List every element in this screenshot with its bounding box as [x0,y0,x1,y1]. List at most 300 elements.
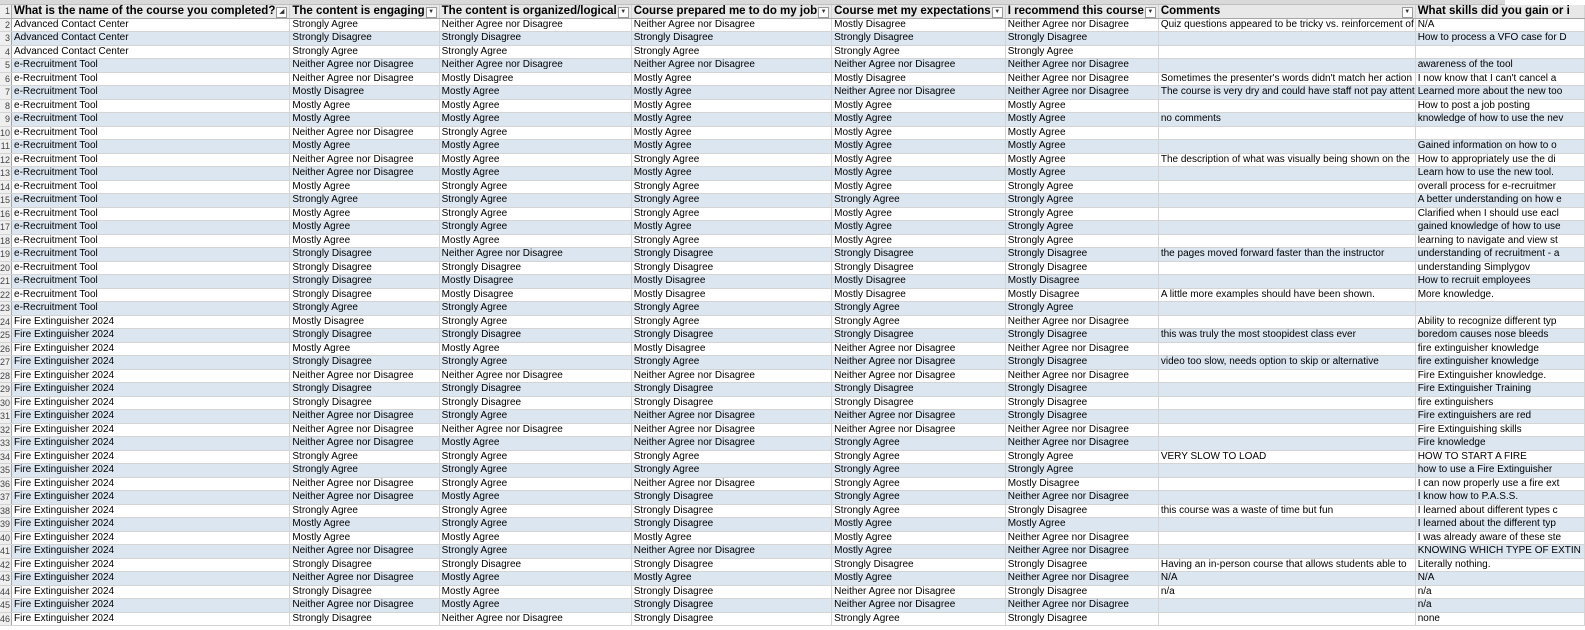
column-header-recommend[interactable] [1005,5,1158,18]
table-cell[interactable]: Strongly Disagree [290,288,439,302]
table-cell[interactable]: Neither Agree nor Disagree [1005,491,1158,505]
table-cell[interactable]: Fire Extinguisher 2024 [12,477,290,491]
table-cell[interactable]: Strongly Agree [631,464,831,478]
table-cell[interactable]: overall process for e-recruitmer [1415,180,1584,194]
table-cell[interactable]: Mostly Disagree [1005,275,1158,289]
table-cell[interactable]: Mostly Agree [290,99,439,113]
table-cell[interactable]: Mostly Agree [1005,126,1158,140]
table-cell[interactable]: Neither Agree nor Disagree [832,410,1006,424]
table-cell[interactable]: Strongly Disagree [290,275,439,289]
table-cell[interactable]: e-Recruitment Tool [12,207,290,221]
table-cell[interactable]: Advanced Contact Center [12,18,290,32]
table-cell[interactable] [1158,99,1415,113]
table-cell[interactable]: Fire Extinguisher 2024 [12,572,290,586]
table-cell[interactable]: Strongly Agree [290,18,439,32]
table-cell[interactable]: Strongly Disagree [290,32,439,46]
table-cell[interactable]: Mostly Agree [631,113,831,127]
table-cell[interactable]: Strongly Disagree [1005,383,1158,397]
table-cell[interactable]: Strongly Agree [1005,234,1158,248]
table-cell[interactable]: Strongly Disagree [1005,585,1158,599]
table-cell[interactable]: Strongly Disagree [631,585,831,599]
table-cell[interactable]: Mostly Agree [439,342,631,356]
table-cell[interactable]: Strongly Disagree [631,32,831,46]
table-cell[interactable]: e-Recruitment Tool [12,302,290,316]
table-cell[interactable] [1158,383,1415,397]
table-cell[interactable]: Neither Agree nor Disagree [631,369,831,383]
table-cell[interactable]: VERY SLOW TO LOAD [1158,450,1415,464]
table-cell[interactable]: The course is very dry and could have staff not pay attent [1158,86,1415,100]
table-cell[interactable]: Strongly Agree [631,302,831,316]
row-number[interactable]: 42 [0,559,11,570]
table-cell[interactable]: how to use a Fire Extinguisher [1415,464,1584,478]
table-cell[interactable]: I learned about different types c [1415,504,1584,518]
table-cell[interactable]: Having an in-person course that allows students able to [1158,558,1415,572]
table-cell[interactable]: Mostly Agree [1005,113,1158,127]
table-cell[interactable]: Ability to recognize different typ [1415,315,1584,329]
row-number[interactable]: 46 [0,613,11,624]
table-cell[interactable]: Neither Agree nor Disagree [439,248,631,262]
table-cell[interactable]: Neither Agree nor Disagree [439,59,631,73]
row-number[interactable]: 7 [0,86,12,100]
table-cell[interactable]: Strongly Agree [439,504,631,518]
table-cell[interactable]: Mostly Agree [832,167,1006,181]
table-cell[interactable]: Mostly Agree [1005,140,1158,154]
table-cell[interactable]: Strongly Agree [832,612,1006,626]
table-cell[interactable]: Strongly Agree [1005,302,1158,316]
table-cell[interactable]: Mostly Disagree [631,275,831,289]
table-cell[interactable]: Fire Extinguisher 2024 [12,369,290,383]
table-cell[interactable]: Neither Agree nor Disagree [1005,59,1158,73]
table-cell[interactable]: e-Recruitment Tool [12,113,290,127]
row-number[interactable]: 29 [0,384,11,394]
table-cell[interactable]: Neither Agree nor Disagree [832,585,1006,599]
table-cell[interactable]: Neither Agree nor Disagree [1005,437,1158,451]
table-cell[interactable]: Strongly Disagree [631,518,831,532]
table-cell[interactable]: Neither Agree nor Disagree [290,167,439,181]
table-cell[interactable]: Fire Extinguisher 2024 [12,450,290,464]
table-cell[interactable]: Mostly Agree [631,126,831,140]
table-cell[interactable]: Mostly Agree [1005,99,1158,113]
table-cell[interactable]: Strongly Agree [1005,45,1158,59]
table-cell[interactable]: Strongly Disagree [631,329,831,343]
table-cell[interactable]: Mostly Disagree [439,288,631,302]
table-cell[interactable]: Neither Agree nor Disagree [832,423,1006,437]
row-number[interactable]: 37 [0,492,11,502]
table-cell[interactable]: Advanced Contact Center [12,32,290,46]
table-cell[interactable]: understanding Simplygov [1415,261,1584,275]
table-cell[interactable] [1158,59,1415,73]
table-cell[interactable] [1158,180,1415,194]
table-cell[interactable]: Mostly Disagree [631,342,831,356]
table-cell[interactable]: Neither Agree nor Disagree [290,126,439,140]
table-cell[interactable]: HOW TO START A FIRE [1415,450,1584,464]
table-cell[interactable]: Mostly Agree [832,572,1006,586]
table-cell[interactable]: Neither Agree nor Disagree [290,437,439,451]
table-cell[interactable]: Strongly Agree [631,356,831,370]
row-number[interactable]: 22 [0,289,11,300]
table-cell[interactable]: Mostly Agree [832,126,1006,140]
row-number[interactable]: 43 [0,573,11,583]
table-cell[interactable]: A little more examples should have been shown. [1158,288,1415,302]
table-cell[interactable]: e-Recruitment Tool [12,126,290,140]
table-cell[interactable]: Strongly Disagree [290,356,439,370]
table-cell[interactable]: the pages moved forward faster than the instructor [1158,248,1415,262]
table-cell[interactable]: Mostly Agree [439,140,631,154]
table-cell[interactable]: Strongly Agree [1005,450,1158,464]
table-cell[interactable]: Strongly Agree [1005,207,1158,221]
table-cell[interactable]: Mostly Agree [631,99,831,113]
table-cell[interactable]: Fire Extinguisher 2024 [12,329,290,343]
table-cell[interactable]: Strongly Disagree [439,32,631,46]
table-cell[interactable]: Strongly Disagree [1005,396,1158,410]
table-cell[interactable]: Mostly Agree [631,167,831,181]
table-cell[interactable]: Mostly Agree [290,518,439,532]
table-cell[interactable]: e-Recruitment Tool [12,180,290,194]
row-number[interactable]: 8 [0,99,12,113]
row-number[interactable]: 15 [0,195,11,205]
column-header-organized[interactable] [439,5,631,18]
table-cell[interactable] [1158,518,1415,532]
table-cell[interactable]: Neither Agree nor Disagree [290,72,439,86]
table-cell[interactable]: Mostly Agree [290,180,439,194]
table-cell[interactable] [1158,437,1415,451]
table-cell[interactable]: Gained information on how to o [1415,140,1584,154]
table-cell[interactable]: Mostly Agree [439,153,631,167]
table-cell[interactable]: Neither Agree nor Disagree [1005,342,1158,356]
table-cell[interactable]: Strongly Disagree [290,585,439,599]
table-cell[interactable]: Strongly Disagree [439,558,631,572]
table-cell[interactable]: Fire Extinguisher 2024 [12,437,290,451]
table-cell[interactable] [1158,410,1415,424]
table-cell[interactable]: Strongly Agree [439,315,631,329]
table-cell[interactable]: Mostly Agree [832,545,1006,559]
table-cell[interactable] [1158,167,1415,181]
table-cell[interactable]: Strongly Disagree [631,261,831,275]
table-cell[interactable]: Strongly Disagree [631,558,831,572]
table-cell[interactable]: fire extinguishers [1415,396,1584,410]
table-cell[interactable]: Mostly Agree [832,99,1006,113]
table-cell[interactable]: Literally nothing. [1415,558,1584,572]
table-cell[interactable]: Strongly Agree [290,302,439,316]
table-cell[interactable]: Neither Agree nor Disagree [1005,315,1158,329]
table-cell[interactable] [1158,464,1415,478]
table-cell[interactable]: e-Recruitment Tool [12,153,290,167]
table-cell[interactable]: Mostly Agree [832,221,1006,235]
column-header-expectations[interactable] [832,5,1006,18]
table-cell[interactable]: Strongly Disagree [832,248,1006,262]
table-cell[interactable]: More knowledge. [1415,288,1584,302]
table-cell[interactable]: Neither Agree nor Disagree [290,153,439,167]
table-cell[interactable]: Fire Extinguisher 2024 [12,491,290,505]
table-cell[interactable]: Fire Extinguisher 2024 [12,356,290,370]
table-cell[interactable]: The description of what was visually being shown on the [1158,153,1415,167]
row-number[interactable]: 32 [0,424,11,435]
table-cell[interactable]: Mostly Agree [290,342,439,356]
table-cell[interactable] [1158,342,1415,356]
row-number[interactable]: 2 [0,18,12,32]
table-cell[interactable]: Strongly Agree [439,207,631,221]
table-cell[interactable]: Strongly Disagree [439,329,631,343]
table-cell[interactable]: I learned about the different typ [1415,518,1584,532]
table-cell[interactable]: e-Recruitment Tool [12,99,290,113]
table-cell[interactable]: Strongly Agree [439,356,631,370]
table-cell[interactable]: Strongly Disagree [1005,356,1158,370]
table-cell[interactable]: Mostly Agree [832,140,1006,154]
table-cell[interactable]: Strongly Disagree [631,491,831,505]
table-cell[interactable]: this was truly the most stoopidest class ever [1158,329,1415,343]
table-cell[interactable]: Neither Agree nor Disagree [832,599,1006,613]
table-cell[interactable]: Strongly Agree [439,464,631,478]
table-cell[interactable] [1415,126,1584,140]
table-cell[interactable]: Strongly Agree [832,315,1006,329]
table-cell[interactable]: Neither Agree nor Disagree [1005,599,1158,613]
table-cell[interactable]: Strongly Agree [631,234,831,248]
table-cell[interactable]: Strongly Disagree [631,396,831,410]
table-cell[interactable]: Fire Extinguishing skills [1415,423,1584,437]
table-cell[interactable]: Fire Extinguisher 2024 [12,342,290,356]
row-number[interactable]: 3 [0,32,12,46]
table-cell[interactable]: Neither Agree nor Disagree [290,477,439,491]
table-cell[interactable]: Strongly Disagree [832,329,1006,343]
table-cell[interactable]: Strongly Agree [290,450,439,464]
table-cell[interactable]: Fire knowledge [1415,437,1584,451]
table-cell[interactable]: Mostly Agree [832,153,1006,167]
table-cell[interactable]: Mostly Disagree [832,275,1006,289]
filter-dropdown-icon[interactable]: ▼ [618,7,629,18]
table-cell[interactable]: Neither Agree nor Disagree [1005,572,1158,586]
table-cell[interactable]: Strongly Agree [631,450,831,464]
table-cell[interactable] [1158,545,1415,559]
table-cell[interactable]: Mostly Agree [439,167,631,181]
column-header-engaging[interactable] [290,5,439,18]
table-cell[interactable]: Mostly Agree [832,531,1006,545]
table-cell[interactable]: Strongly Disagree [631,383,831,397]
table-cell[interactable]: Strongly Disagree [631,599,831,613]
filter-dropdown-icon[interactable]: ▼ [992,7,1003,18]
table-cell[interactable]: Learned more about the new too [1415,86,1584,100]
table-cell[interactable] [1158,261,1415,275]
row-number[interactable]: 6 [0,72,12,86]
table-cell[interactable]: Mostly Disagree [631,288,831,302]
table-cell[interactable] [1158,140,1415,154]
table-cell[interactable]: Fire Extinguisher 2024 [12,410,290,424]
table-cell[interactable]: Fire extinguishers are red [1415,410,1584,424]
table-cell[interactable]: Mostly Disagree [1005,477,1158,491]
table-cell[interactable]: N/A [1415,18,1584,32]
table-cell[interactable]: Fire Extinguisher 2024 [12,464,290,478]
table-cell[interactable]: n/a [1415,599,1584,613]
table-cell[interactable]: n/a [1158,585,1415,599]
row-number[interactable]: 30 [0,397,11,408]
table-cell[interactable]: Mostly Agree [832,180,1006,194]
table-cell[interactable]: Mostly Agree [439,491,631,505]
table-cell[interactable]: Strongly Disagree [631,504,831,518]
table-cell[interactable] [1158,302,1415,316]
table-cell[interactable]: Fire Extinguisher 2024 [12,612,290,626]
table-cell[interactable]: Strongly Agree [631,153,831,167]
row-number[interactable]: 18 [0,235,11,246]
table-cell[interactable]: Neither Agree nor Disagree [1005,72,1158,86]
table-cell[interactable]: Neither Agree nor Disagree [631,18,831,32]
table-cell[interactable]: e-Recruitment Tool [12,140,290,154]
table-cell[interactable]: Strongly Agree [1005,221,1158,235]
table-cell[interactable] [1158,207,1415,221]
row-number[interactable]: 24 [0,316,11,327]
table-cell[interactable]: Strongly Disagree [832,396,1006,410]
table-cell[interactable]: Strongly Agree [631,315,831,329]
row-number[interactable]: 4 [0,45,12,59]
table-cell[interactable]: Strongly Agree [832,464,1006,478]
table-cell[interactable]: Mostly Agree [439,531,631,545]
table-cell[interactable]: Strongly Disagree [832,383,1006,397]
table-cell[interactable]: Neither Agree nor Disagree [631,410,831,424]
table-cell[interactable]: Strongly Agree [631,207,831,221]
table-cell[interactable]: no comments [1158,113,1415,127]
row-number[interactable]: 23 [0,303,11,313]
table-cell[interactable]: KNOWING WHICH TYPE OF EXTIN [1415,545,1584,559]
table-cell[interactable]: Mostly Agree [290,113,439,127]
column-header-prepared[interactable] [631,5,831,18]
row-number[interactable]: 44 [0,586,11,597]
row-number[interactable]: 1 [0,5,12,18]
table-cell[interactable]: Clarified when I should use eacl [1415,207,1584,221]
table-cell[interactable]: e-Recruitment Tool [12,221,290,235]
table-cell[interactable]: video too slow, needs option to skip or alternative [1158,356,1415,370]
table-cell[interactable]: Strongly Agree [439,194,631,208]
table-cell[interactable]: Mostly Agree [439,585,631,599]
table-cell[interactable]: Strongly Agree [832,194,1006,208]
table-cell[interactable] [1158,369,1415,383]
table-cell[interactable] [1158,275,1415,289]
row-number[interactable]: 20 [0,262,11,273]
table-cell[interactable]: Strongly Disagree [290,558,439,572]
table-cell[interactable] [1158,531,1415,545]
filter-dropdown-icon[interactable]: ▼ [818,7,829,18]
table-cell[interactable] [1158,491,1415,505]
table-cell[interactable]: Strongly Agree [832,437,1006,451]
table-cell[interactable]: n/a [1415,585,1584,599]
table-cell[interactable]: Neither Agree nor Disagree [290,545,439,559]
table-cell[interactable]: Fire Extinguisher 2024 [12,315,290,329]
table-cell[interactable]: How to post a job posting [1415,99,1584,113]
table-cell[interactable]: Mostly Agree [290,531,439,545]
table-cell[interactable]: Fire Extinguisher 2024 [12,396,290,410]
table-cell[interactable]: Mostly Agree [631,531,831,545]
table-cell[interactable]: Mostly Agree [832,518,1006,532]
table-cell[interactable]: Fire Extinguisher 2024 [12,531,290,545]
table-cell[interactable] [1158,477,1415,491]
table-cell[interactable]: Neither Agree nor Disagree [290,572,439,586]
row-number[interactable]: 40 [0,532,11,543]
table-cell[interactable]: Mostly Agree [631,72,831,86]
table-cell[interactable]: gained knowledge of how to use [1415,221,1584,235]
table-cell[interactable]: Strongly Agree [631,45,831,59]
row-number[interactable]: 19 [0,249,11,259]
table-cell[interactable]: Strongly Disagree [1005,558,1158,572]
table-cell[interactable] [1158,126,1415,140]
table-cell[interactable]: Neither Agree nor Disagree [1005,86,1158,100]
table-cell[interactable]: Strongly Disagree [439,396,631,410]
table-cell[interactable]: e-Recruitment Tool [12,234,290,248]
table-cell[interactable] [1158,45,1415,59]
table-cell[interactable]: Neither Agree nor Disagree [290,410,439,424]
table-cell[interactable]: Strongly Agree [439,126,631,140]
table-cell[interactable]: Neither Agree nor Disagree [1005,369,1158,383]
table-cell[interactable]: I now know that I can't cancel a [1415,72,1584,86]
row-number[interactable]: 14 [0,181,11,192]
table-cell[interactable]: Neither Agree nor Disagree [439,423,631,437]
table-cell[interactable]: Strongly Agree [439,45,631,59]
table-cell[interactable]: Strongly Disagree [439,261,631,275]
table-cell[interactable]: Neither Agree nor Disagree [832,342,1006,356]
table-cell[interactable]: Quiz questions appeared to be tricky vs. reinforcement of [1158,18,1415,32]
table-cell[interactable]: Strongly Disagree [832,558,1006,572]
row-number[interactable]: 12 [0,154,11,165]
table-cell[interactable]: Mostly Agree [1005,153,1158,167]
table-cell[interactable]: Fire Extinguisher knowledge. [1415,369,1584,383]
table-cell[interactable]: Strongly Agree [439,221,631,235]
row-number[interactable]: 35 [0,465,11,475]
table-cell[interactable]: Neither Agree nor Disagree [290,491,439,505]
table-cell[interactable]: Mostly Agree [1005,518,1158,532]
row-number[interactable]: 34 [0,451,11,462]
table-cell[interactable]: Neither Agree nor Disagree [631,477,831,491]
row-number[interactable]: 26 [0,343,11,354]
table-cell[interactable]: Strongly Agree [832,450,1006,464]
table-cell[interactable] [1158,315,1415,329]
table-cell[interactable] [1158,599,1415,613]
table-cell[interactable]: Neither Agree nor Disagree [832,86,1006,100]
row-number[interactable]: 16 [0,208,11,219]
filter-dropdown-icon[interactable]: ▼ [1402,7,1413,18]
table-cell[interactable]: Neither Agree nor Disagree [832,356,1006,370]
table-cell[interactable]: Neither Agree nor Disagree [290,599,439,613]
table-cell[interactable]: none [1415,612,1584,626]
sort-filter-dropdown-icon[interactable]: ◢ [276,7,287,18]
table-cell[interactable]: Strongly Disagree [290,329,439,343]
table-cell[interactable]: Neither Agree nor Disagree [290,423,439,437]
table-cell[interactable]: Strongly Agree [439,410,631,424]
table-cell[interactable]: Mostly Agree [631,572,831,586]
table-cell[interactable]: Fire Extinguisher 2024 [12,423,290,437]
table-cell[interactable]: e-Recruitment Tool [12,86,290,100]
table-cell[interactable]: How to appropriately use the di [1415,153,1584,167]
table-cell[interactable]: Neither Agree nor Disagree [1005,423,1158,437]
table-cell[interactable]: Mostly Agree [439,234,631,248]
table-cell[interactable]: Mostly Agree [832,113,1006,127]
table-cell[interactable]: e-Recruitment Tool [12,59,290,73]
table-cell[interactable]: e-Recruitment Tool [12,261,290,275]
table-cell[interactable]: Strongly Disagree [290,248,439,262]
table-cell[interactable]: Mostly Disagree [832,72,1006,86]
table-cell[interactable]: Mostly Agree [439,599,631,613]
table-cell[interactable]: Mostly Disagree [1005,288,1158,302]
table-cell[interactable]: Strongly Disagree [1005,329,1158,343]
table-cell[interactable]: boredom causes nose bleeds [1415,329,1584,343]
table-cell[interactable]: Sometimes the presenter's words didn't match her action [1158,72,1415,86]
table-cell[interactable]: Mostly Agree [439,99,631,113]
table-cell[interactable]: Neither Agree nor Disagree [832,59,1006,73]
table-cell[interactable]: understanding of recruitment - a [1415,248,1584,262]
table-cell[interactable]: Strongly Agree [1005,464,1158,478]
table-cell[interactable]: Mostly Disagree [290,86,439,100]
row-number[interactable]: 27 [0,357,11,367]
table-cell[interactable]: Fire Extinguisher 2024 [12,518,290,532]
table-cell[interactable]: Strongly Agree [832,45,1006,59]
table-cell[interactable]: Strongly Agree [832,491,1006,505]
table-cell[interactable]: Mostly Agree [631,221,831,235]
table-cell[interactable]: Strongly Disagree [832,261,1006,275]
